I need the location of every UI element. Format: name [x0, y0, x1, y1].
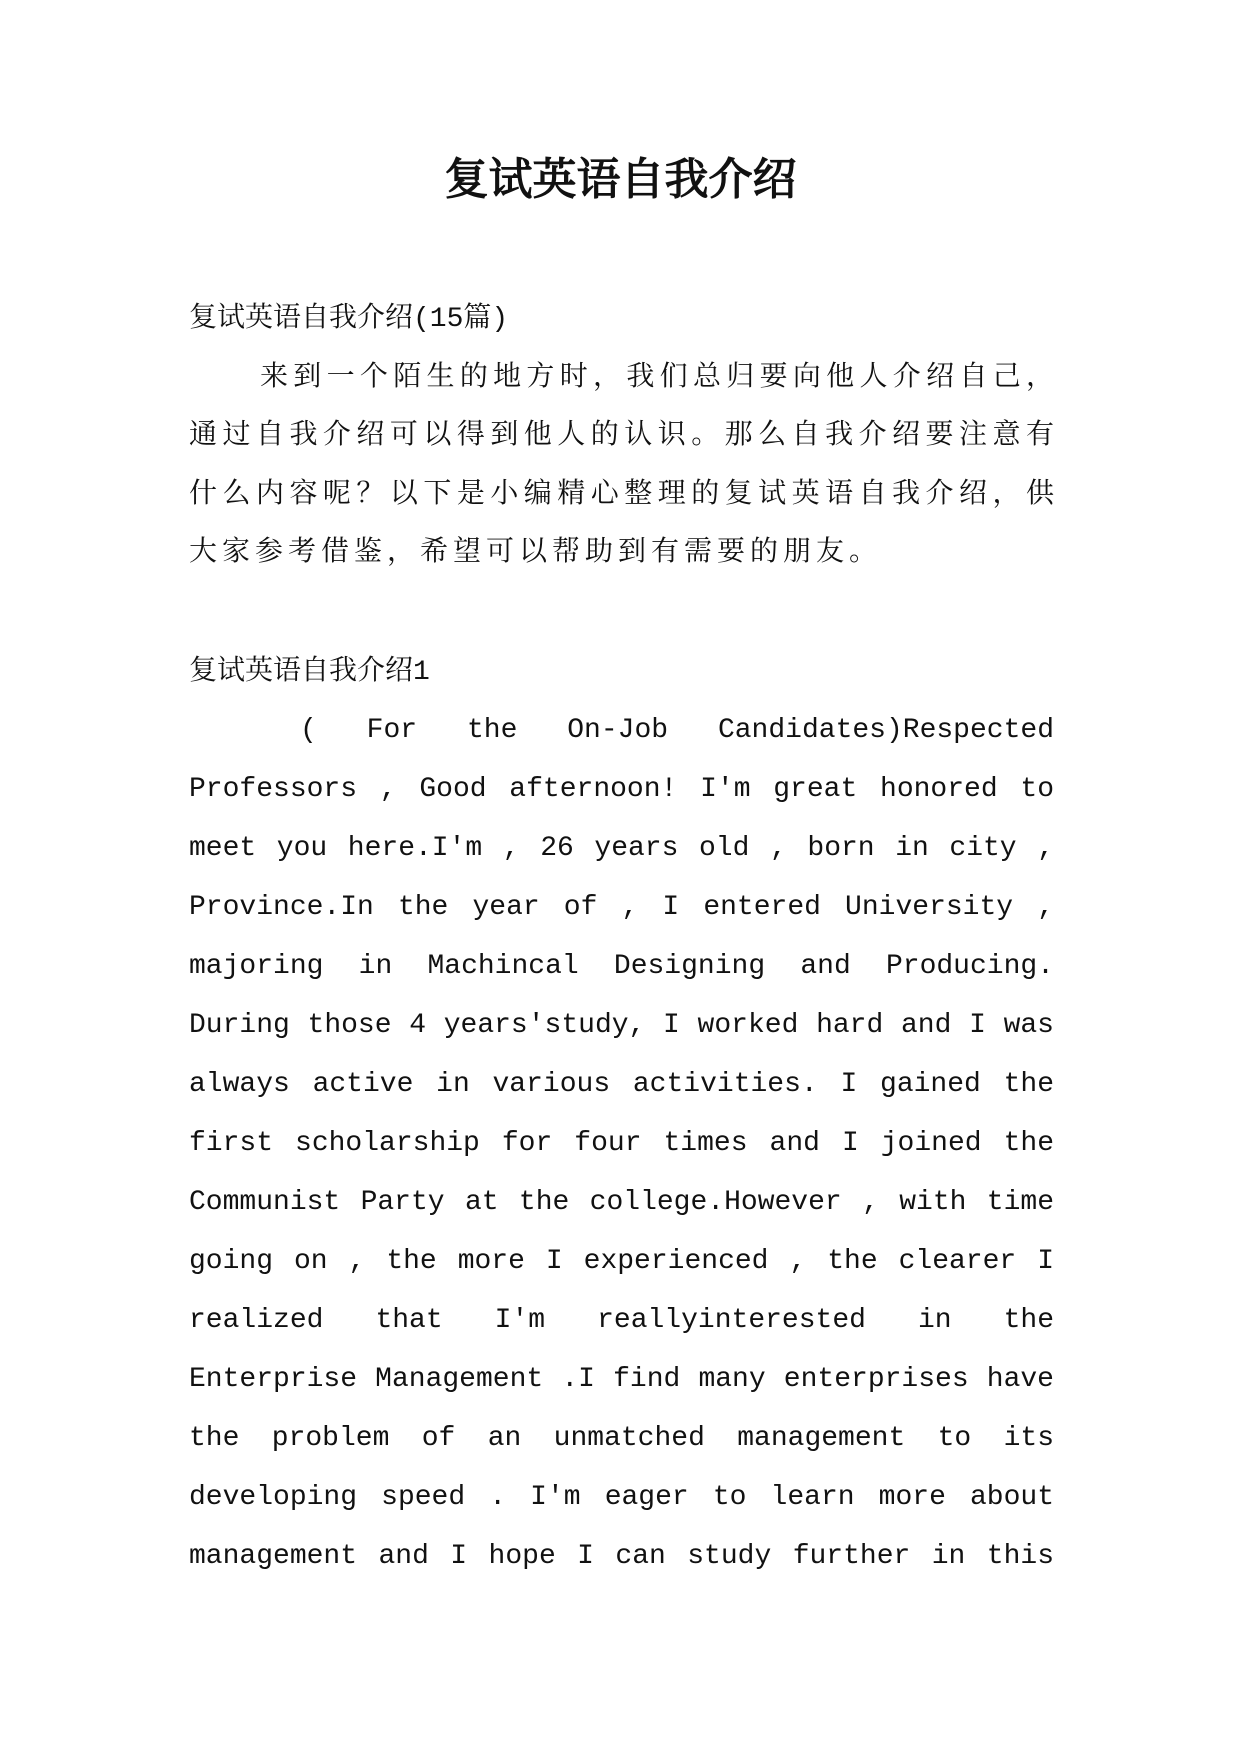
intro-line: 大家参考借鉴，希望可以帮助到有需要的朋友。: [189, 538, 883, 569]
body-line: Enterprise Management .I find many enterprises have: [189, 1364, 1054, 1395]
body-line: ( For the On-Job Candidates)Respected: [300, 715, 1054, 746]
section-heading: 复试英语自我介绍1: [189, 657, 430, 688]
body-line: During those 4 years'study, I worked hard and I was: [189, 1010, 1054, 1041]
intro-line: 来 到 一 个 陌 生 的 地 方 时 ， 我 们 总 归 要 向 他 人 介 绍 自 己 ，: [260, 363, 1054, 394]
intro-line: 通 过 自 我 介 绍 可 以 得 到 他 人 的 认 识 。 那 么 自 我 介 绍 要 注 意 有: [189, 421, 1054, 452]
body-line: first scholarship for four times and I joined the: [189, 1128, 1054, 1159]
body-line: majoring in Machincal Designing and Producing.: [189, 951, 1054, 982]
body-line: developing speed . I'm eager to learn more about: [189, 1482, 1054, 1513]
body-line: always active in various activities. I gained the: [189, 1069, 1054, 1100]
body-line: Professors , Good afternoon! I'm great honored to: [189, 774, 1054, 805]
body-line: realized that I'm reallyinterested in the: [189, 1305, 1054, 1336]
body-line: management and I hope I can study further in this: [189, 1541, 1054, 1572]
body-line: Province.In the year of , I entered University ,: [189, 892, 1054, 923]
document-title: 复试英语自我介绍: [444, 154, 797, 205]
body-line: meet you here.I'm , 26 years old , born in city ,: [189, 833, 1054, 864]
body-line: Communist Party at the college.However , with time: [189, 1187, 1054, 1218]
intro-line: 什 么 内 容 呢 ？ 以 下 是 小 编 精 心 整 理 的 复 试 英 语 自 我 介 绍 ， 供: [189, 480, 1054, 511]
body-line: the problem of an unmatched management to its: [189, 1423, 1054, 1454]
body-line: going on , the more I experienced , the clearer I: [189, 1246, 1054, 1277]
document-subtitle: 复试英语自我介绍(15篇): [189, 304, 509, 335]
